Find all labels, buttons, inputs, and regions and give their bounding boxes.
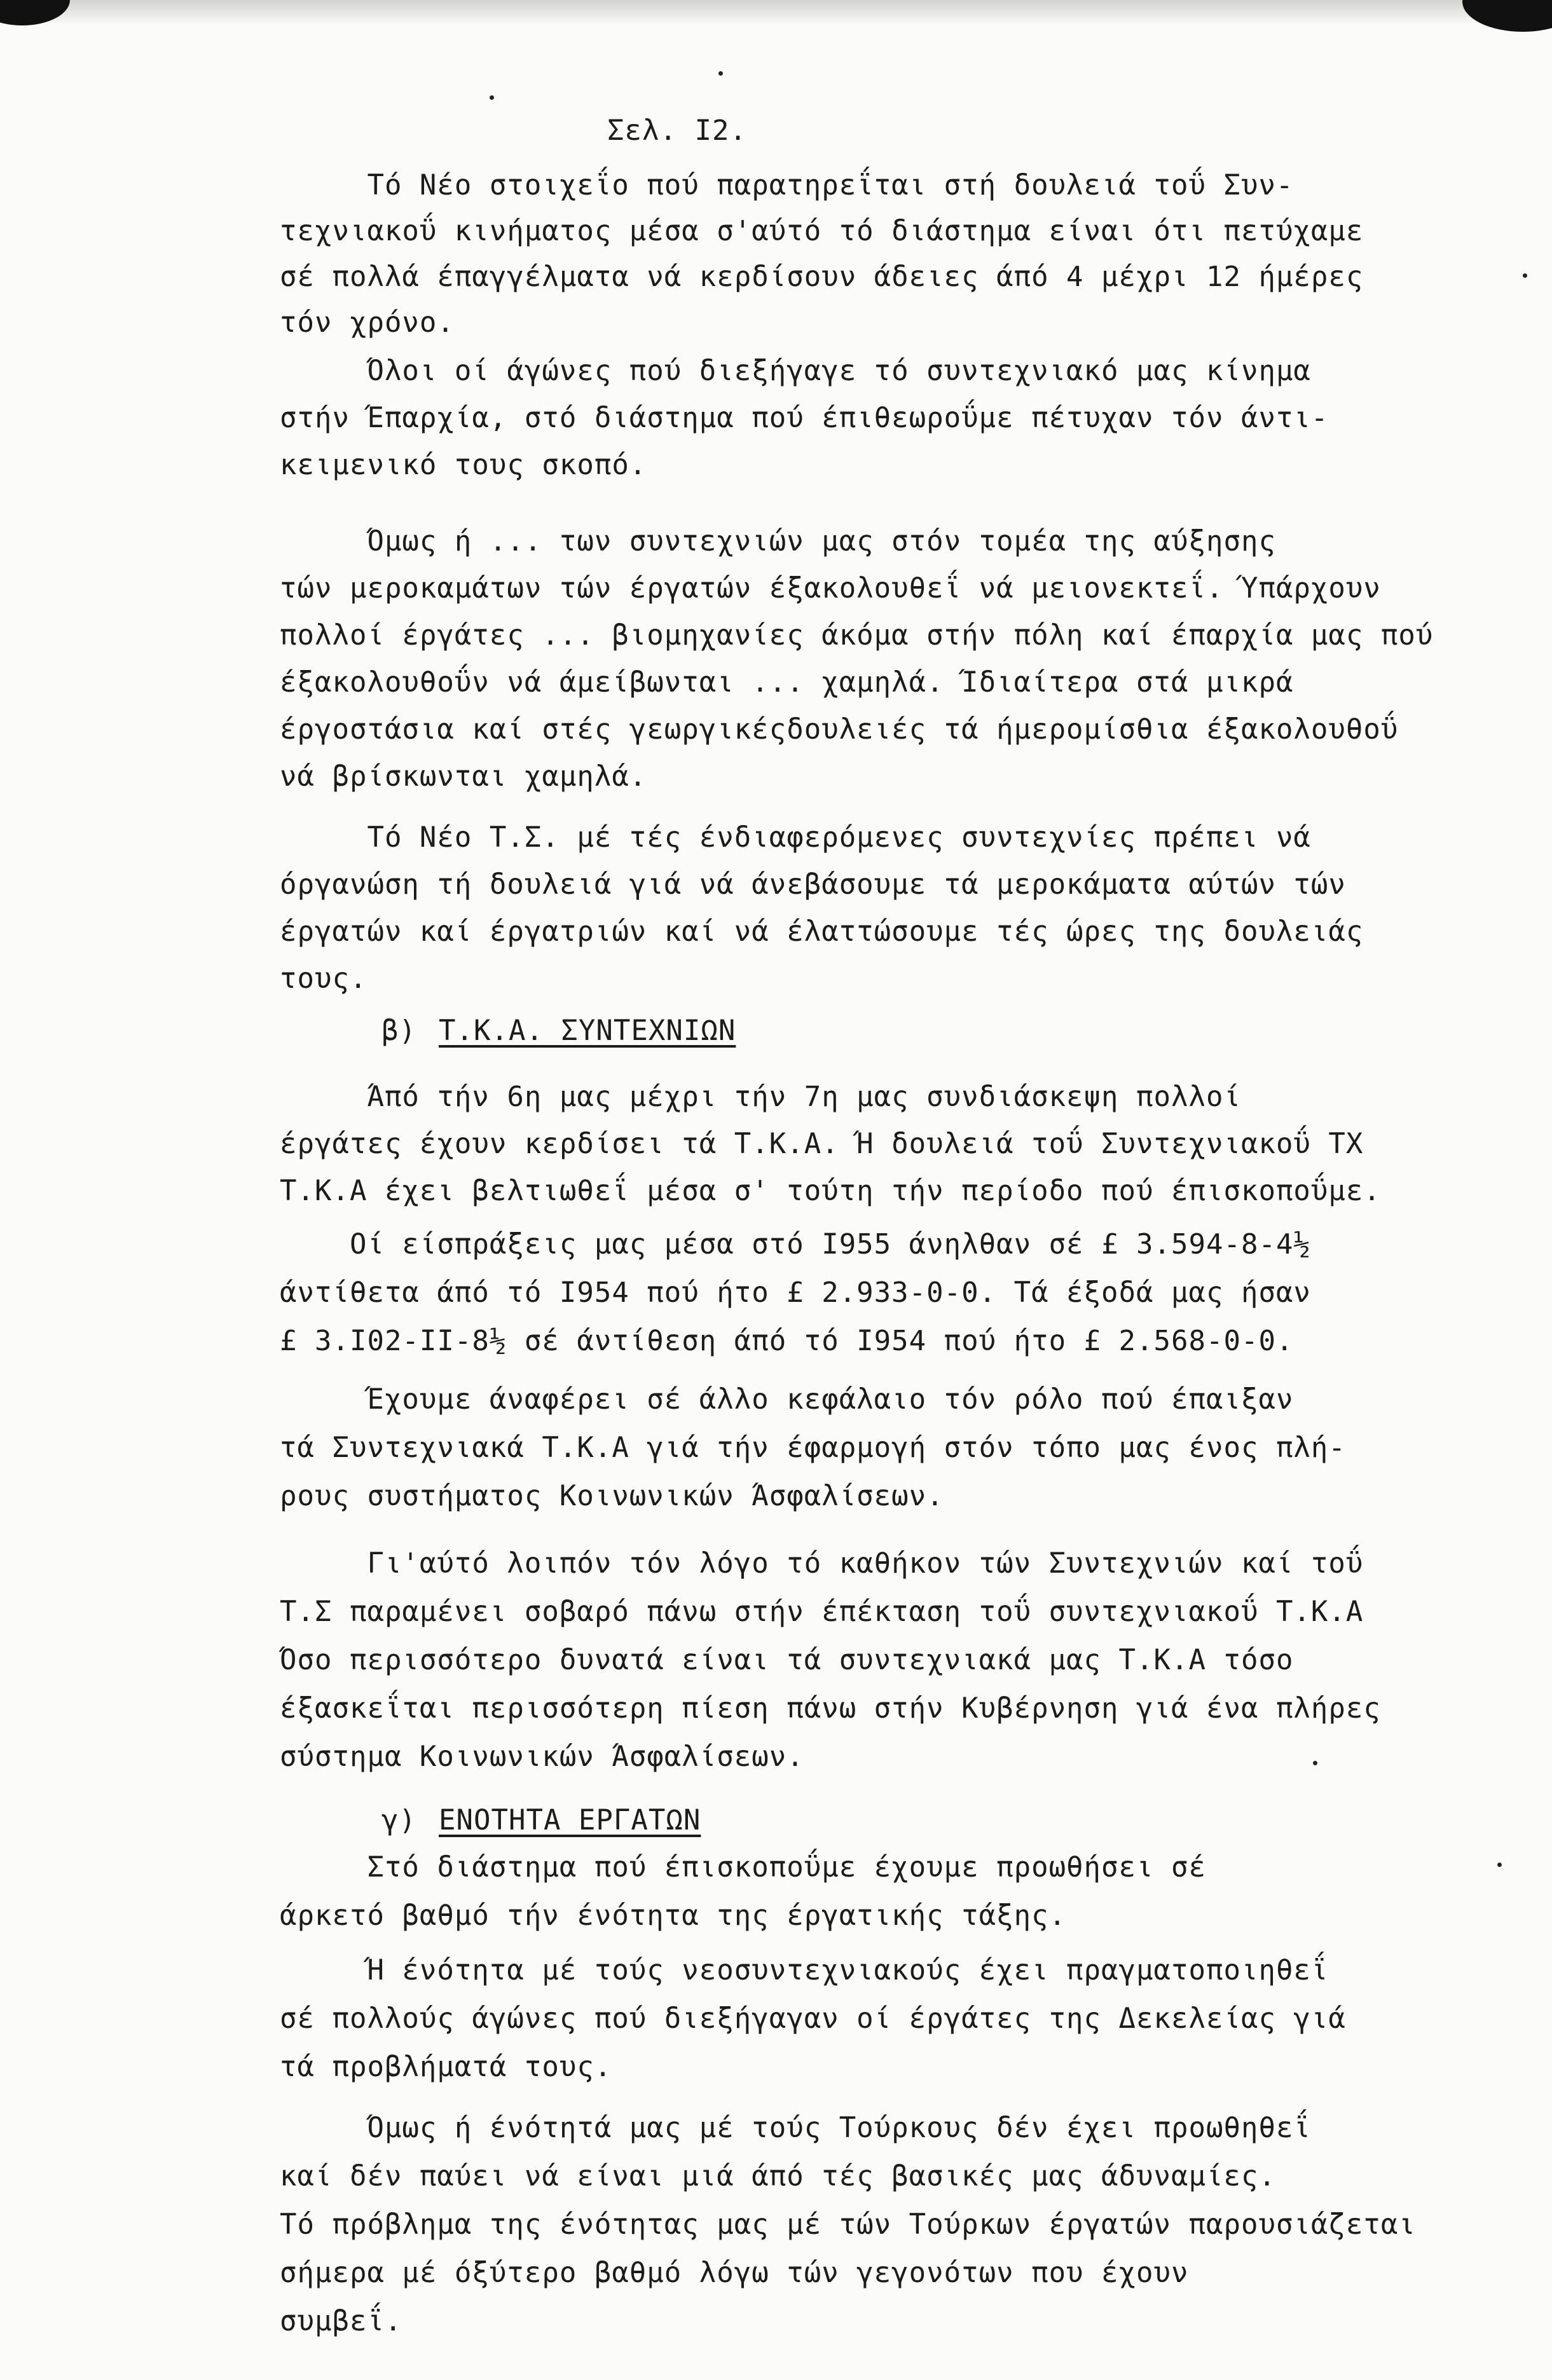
text-line: Στό διάστημα πού έπισκοποΰμε έχουμε προωθήσει σέ: [280, 1851, 1206, 1884]
text-line: τά προβλήματά τους.: [280, 2051, 612, 2083]
text-line: Όσο περισσότερο δυνατά είναι τά συντεχνιακά μας Τ.Κ.Α τόσο: [280, 1644, 1294, 1676]
text-line: έργοστάσια καί στές γεωργικέςδουλειές τά ήμερομίσθια έξακολουθοΰ: [280, 713, 1399, 746]
scan-top-edge: [0, 0, 1552, 25]
section-g-label: γ): [381, 1804, 416, 1836]
text-line: £ 3.Ι02-ΙΙ-8½ σέ άντίθεση άπό τό Ι954 πού ήτο £ 2.568-0-0.: [280, 1325, 1294, 1357]
text-line: Όλοι οί άγώνες πού διεξήγαγε τό συντεχνιακό μας κίνημα: [280, 355, 1311, 387]
text-line: ρους συστήματος Κοινωνικών Άσφαλίσεων.: [280, 1480, 944, 1512]
text-line: Τ.Κ.Α έχει βελτιωθεΐ μέσα σ' τούτη τήν περίοδο πού έπισκοποΰμε.: [280, 1175, 1381, 1207]
text-line: σήμερα μέ όξύτερο βαθμό λόγω τών γεγονότων που έχουν: [280, 2257, 1189, 2289]
text-line: τά Συντεχνιακά Τ.Κ.Α γιά τήν έφαρμογή στόν τόπο μας ένος πλή-: [280, 1432, 1346, 1464]
text-line: πολλοί έργάτες ... βιομηχανίες άκόμα στήν πόλη καί έπαρχία μας πού: [280, 619, 1434, 652]
scan-speck: [490, 95, 494, 100]
scan-speck: [1523, 273, 1527, 278]
text-line: Έχουμε άναφέρει σέ άλλο κεφάλαιο τόν ρόλο πού έπαιξαν: [280, 1383, 1294, 1416]
scan-speck: [1497, 1863, 1502, 1867]
text-line: άρκετό βαθμό τήν ένότητα της έργατικής τάξης.: [280, 1899, 1067, 1932]
text-line: Άπό τήν 6η μας μέχρι τήν 7η μας συνδιάσκεψη πολλοί: [280, 1081, 1241, 1113]
text-line: όργανώση τή δουλειά γιά νά άνεβάσουμε τά μεροκάματα αύτών τών: [280, 868, 1346, 901]
text-line: κειμενικό τους σκοπό.: [280, 449, 647, 481]
text-line: σύστημα Κοινωνικών Άσφαλίσεων.: [280, 1741, 804, 1773]
scan-speck: [1313, 1761, 1317, 1765]
text-line: έξακολουθοΰν νά άμείβωνται ... χαμηλά. Ίδιαίτερα στά μικρά: [280, 666, 1294, 699]
text-line: τόν χρόνο.: [280, 306, 455, 339]
text-line: τους.: [280, 962, 367, 995]
text-line: σέ πολλά έπαγγέλματα νά κερδίσουν άδειες άπό 4 μέχρι 12 ήμέρες: [280, 261, 1364, 293]
text-line: Τό Νέο Τ.Σ. μέ τές ένδιαφερόμενες συντεχνίες πρέπει νά: [280, 821, 1311, 854]
text-line: Τό Νέο στοιχεΐο πού παρατηρεΐται στή δουλειά τοΰ Συν-: [280, 169, 1294, 202]
text-line: τεχνιακοΰ κινήματος μέσα σ'αύτό τό διάστημα είναι ότι πετύχαμε: [280, 215, 1364, 247]
text-line: Οί είσπράξεις μας μέσα στό Ι955 άνηλθαν σέ £ 3.594-8-4½: [280, 1228, 1311, 1261]
text-line: Ή ένότητα μέ τούς νεοσυντεχνιακούς έχει πραγματοποιηθεΐ: [280, 1954, 1329, 1987]
text-line: σέ πολλούς άγώνες πού διεξήγαγαν οί έργάτες της Δεκελείας γιά: [280, 2002, 1346, 2035]
text-line: Γι'αύτό λοιπόν τόν λόγο τό καθήκον τών Συντεχνιών καί τοΰ: [280, 1547, 1364, 1580]
scan-blotch-right: [1462, 0, 1552, 32]
text-line: τών μεροκαμάτων τών έργατών έξακολουθεΐ νά μειονεκτεΐ. Ύπάρχουν: [280, 572, 1381, 605]
text-line: έξασκεΐται περισσότερη πίεση πάνω στήν Κυβέρνηση γιά ένα πλήρες: [280, 1692, 1381, 1725]
section-b-label: β): [381, 1015, 416, 1047]
text-line: Τό πρόβλημα της ένότητας μας μέ τών Τούρκων έργατών παρουσιάζεται: [280, 2208, 1416, 2241]
text-line: νά βρίσκωνται χαμηλά.: [280, 760, 647, 793]
section-b-heading: Τ.Κ.Α. ΣΥΝΤΕΧΝΙΩΝ: [439, 1015, 736, 1047]
text-line: έργατών καί έργατριών καί νά έλαττώσουμε τές ώρες της δουλειάς: [280, 915, 1364, 948]
page-number: Σελ. Ι2.: [607, 114, 747, 147]
text-line: Τ.Σ παραμένει σοβαρό πάνω στήν έπέκταση τοΰ συντεχνιακοΰ Τ.Κ.Α: [280, 1596, 1364, 1628]
text-line: έργάτες έχουν κερδίσει τά Τ.Κ.Α. Ή δουλειά τοΰ Συντεχνιακοΰ ΤΧ: [280, 1128, 1364, 1160]
text-line: καί δέν παύει νά είναι μιά άπό τές βασικές μας άδυναμίες.: [280, 2160, 1276, 2192]
text-line: Όμως ή ένότητά μας μέ τούς Τούρκους δέν έχει προωθηθεΐ: [280, 2112, 1311, 2144]
text-line: Όμως ή ... των συντεχνιών μας στόν τομέα της αύξησης: [280, 525, 1276, 557]
text-line: στήν Έπαρχία, στό διάστημα πού έπιθεωροΰμε πέτυχαν τόν άντι-: [280, 402, 1329, 434]
section-g-heading: ΕΝΟΤΗΤΑ ΕΡΓΑΤΩΝ: [439, 1804, 701, 1836]
scan-speck: [718, 71, 723, 76]
text-line: άντίθετα άπό τό Ι954 πού ήτο £ 2.933-0-0. Τά έξοδά μας ήσαν: [280, 1276, 1311, 1309]
text-line: συμβεΐ.: [280, 2305, 402, 2337]
